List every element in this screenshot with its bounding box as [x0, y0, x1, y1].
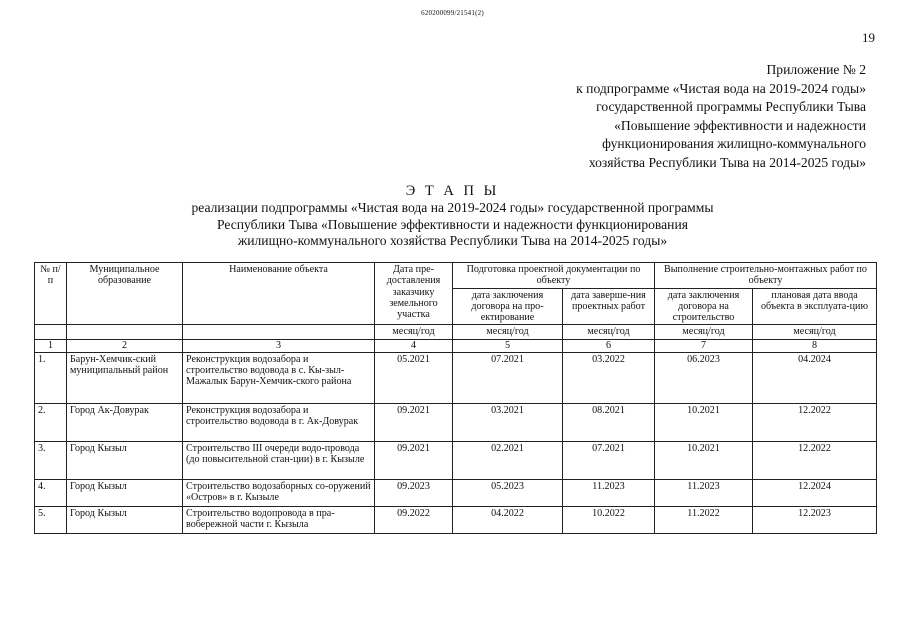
- row-construction-contract: 10.2021: [655, 403, 753, 441]
- row-construction-contract: 11.2022: [655, 506, 753, 533]
- appendix-line: хозяйства Республики Тыва на 2014-2025 годы»: [588, 154, 866, 170]
- stages-table: [34, 262, 877, 534]
- appendix-block: [480, 61, 866, 173]
- subtitle-line: Республики Тыва «Повышение эффективности и надежности функционирования: [216, 216, 688, 232]
- row-municipality: Город Кызыл: [67, 479, 183, 506]
- row-design-contract: 04.2022: [453, 506, 563, 533]
- page-number: 19: [862, 30, 875, 45]
- appendix-line: «Повышение эффективности и надежности: [614, 117, 866, 133]
- row-land-date: 09.2022: [375, 506, 453, 533]
- row-design-complete: 07.2021: [563, 441, 655, 479]
- row-design-contract: 07.2021: [453, 352, 563, 403]
- row-land-date: 09.2021: [375, 403, 453, 441]
- header-design-group: Подготовка проектной документации по объекту: [453, 263, 655, 289]
- column-number: 4: [375, 339, 453, 352]
- row-design-contract: 03.2021: [453, 403, 563, 441]
- header-unit: месяц/год: [453, 325, 563, 339]
- subtitle-line: реализации подпрограммы «Чистая вода на 2019-2024 годы» государственной программы: [191, 200, 714, 215]
- row-land-date: 05.2021: [375, 352, 453, 403]
- header-construction-contract: дата заключения договора на строительство: [655, 288, 753, 325]
- column-number: 8: [753, 339, 877, 352]
- row-commission: 12.2022: [753, 403, 877, 441]
- row-municipality: Барун-Хемчик-ский муниципальный район: [67, 352, 183, 403]
- table-row: [35, 506, 877, 533]
- row-municipality: Город Кызыл: [67, 506, 183, 533]
- row-design-complete: 08.2021: [563, 403, 655, 441]
- document-id: 620200099/21541(2): [421, 9, 484, 17]
- header-unit-empty: [35, 325, 67, 339]
- appendix-line: государственной программы Республики Тыва: [596, 99, 866, 115]
- row-num: 3.: [35, 441, 67, 479]
- row-municipality: Город Кызыл: [67, 441, 183, 479]
- row-construction-contract: 10.2021: [655, 441, 753, 479]
- header-design-contract: дата заключения договора на про-ектирование: [453, 288, 563, 325]
- row-design-complete: 11.2023: [563, 479, 655, 506]
- header-construction-group: Выполнение строительно-монтажных работ по объекту: [655, 263, 877, 289]
- row-land-date: 09.2021: [375, 441, 453, 479]
- row-num: 1.: [35, 352, 67, 403]
- appendix-line: к подпрограмме «Чистая вода на 2019-2024 годы»: [576, 80, 866, 96]
- row-construction-contract: 06.2023: [655, 352, 753, 403]
- row-design-complete: 03.2022: [563, 352, 655, 403]
- row-design-contract: 05.2023: [453, 479, 563, 506]
- row-object: Реконструкция водозабора и строительство водовода в с. Кы-зыл-Мажалык Барун-Хемчик-ского района: [183, 352, 375, 403]
- row-object: Строительство водозаборных со-оружений «Остров» в г. Кызыле: [183, 479, 375, 506]
- row-design-complete: 10.2022: [563, 506, 655, 533]
- header-municipality: Муниципальное образование: [67, 263, 183, 325]
- row-design-contract: 02.2021: [453, 441, 563, 479]
- column-number: 7: [655, 339, 753, 352]
- header-object: Наименование объекта: [183, 263, 375, 325]
- column-number: 6: [563, 339, 655, 352]
- header-unit-empty: [183, 325, 375, 339]
- row-object: Строительство III очереди водо-провода (до повысительной стан-ции) в г. Кызыле: [183, 441, 375, 479]
- header-unit: месяц/год: [753, 325, 877, 339]
- row-num: 2.: [35, 403, 67, 441]
- document-heading: [140, 183, 765, 250]
- header-unit: месяц/год: [563, 325, 655, 339]
- row-num: 5.: [35, 506, 67, 533]
- header-design-complete: дата заверше-ния проектных работ: [563, 288, 655, 325]
- column-number-row: [35, 339, 877, 352]
- column-number: 2: [67, 339, 183, 352]
- row-object: Реконструкция водозабора и строительство водовода в г. Ак-Довурак: [183, 403, 375, 441]
- header-unit-empty: [67, 325, 183, 339]
- column-number: 1: [35, 339, 67, 352]
- column-number: 3: [183, 339, 375, 352]
- row-land-date: 09.2023: [375, 479, 453, 506]
- row-commission: 12.2023: [753, 506, 877, 533]
- header-commission: плановая дата ввода объекта в эксплуата-цию: [753, 288, 877, 325]
- row-construction-contract: 11.2023: [655, 479, 753, 506]
- row-commission: 12.2022: [753, 441, 877, 479]
- row-commission: 12.2024: [753, 479, 877, 506]
- row-num: 4.: [35, 479, 67, 506]
- table-row: [35, 352, 877, 403]
- header-unit: месяц/год: [375, 325, 453, 339]
- header-unit: месяц/год: [655, 325, 753, 339]
- table-row: [35, 479, 877, 506]
- row-commission: 04.2024: [753, 352, 877, 403]
- table-row: [35, 441, 877, 479]
- column-number: 5: [453, 339, 563, 352]
- subtitle-line: жилищно-коммунального хозяйства Республики Тыва на 2014-2025 годы»: [237, 233, 668, 248]
- header-land-date: Дата пре-доставления заказчику земельного участка: [375, 263, 453, 325]
- header-num: № п/п: [35, 263, 67, 325]
- document-title: Э Т А П Ы: [405, 183, 500, 199]
- table-row: [35, 403, 877, 441]
- appendix-line: Приложение № 2: [766, 62, 866, 77]
- row-municipality: Город Ак-Довурак: [67, 403, 183, 441]
- row-object: Строительство водопровода в пра-вобережной части г. Кызыла: [183, 506, 375, 533]
- appendix-line: функционирования жилищно-коммунального: [602, 136, 866, 152]
